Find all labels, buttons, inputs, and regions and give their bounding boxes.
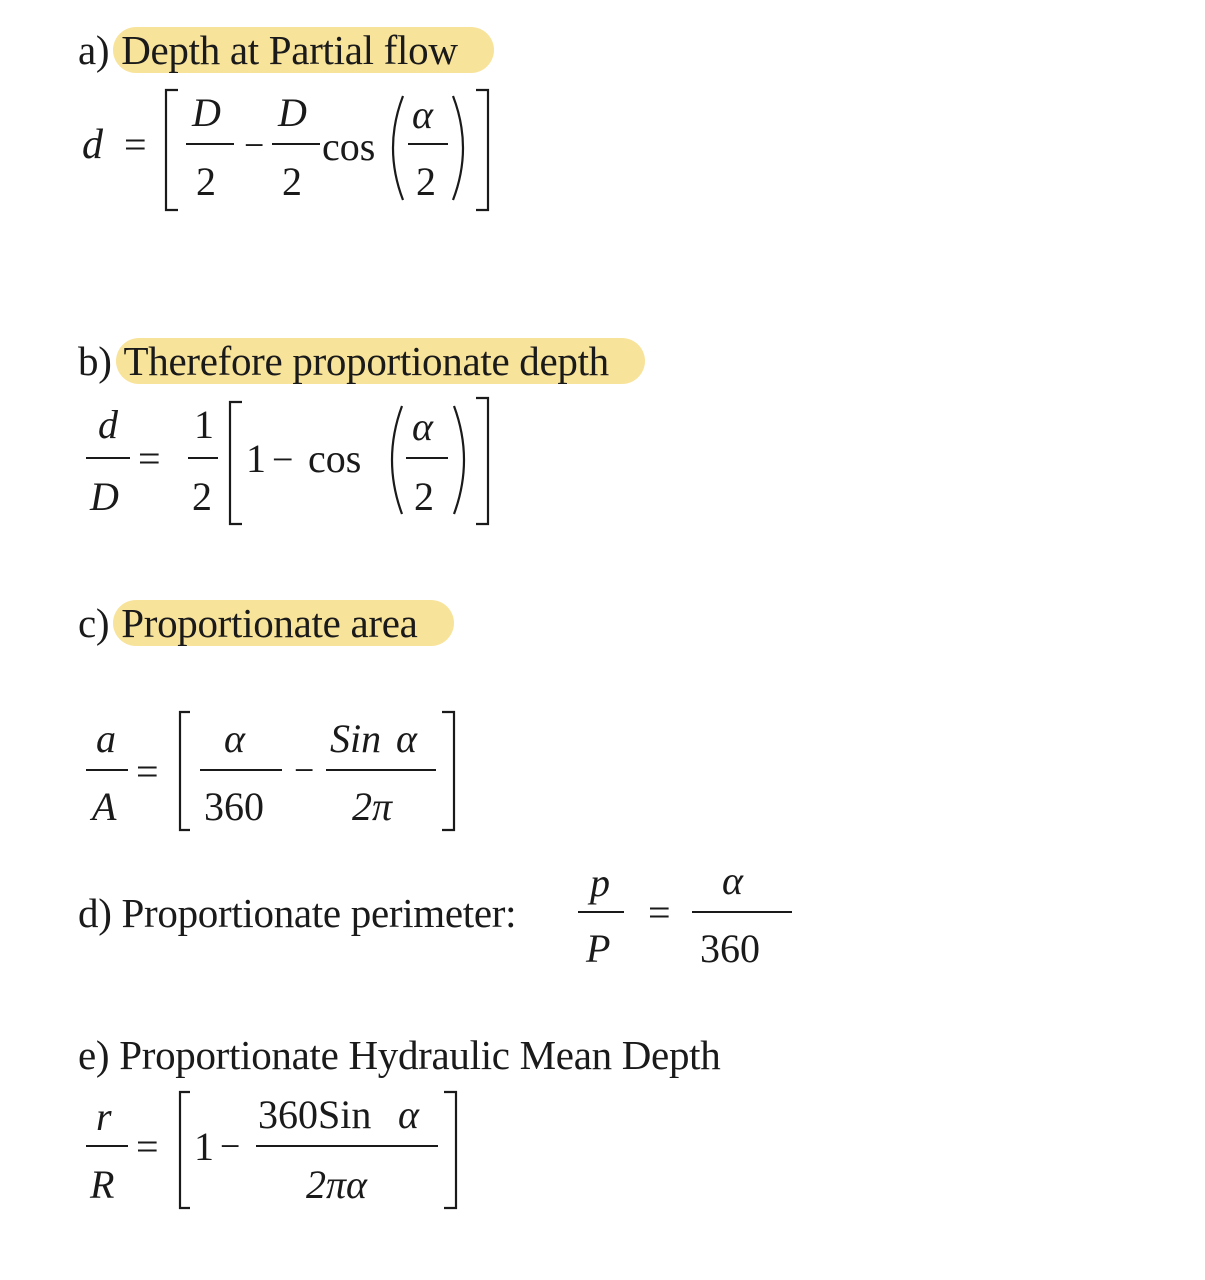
sym-eq: =: [136, 1124, 159, 1169]
sym-D: D: [192, 90, 221, 135]
bracket-open: [180, 712, 190, 830]
heading-c-label: c): [78, 600, 110, 646]
sym-minus: −: [272, 439, 294, 481]
bracket-open: [180, 1092, 190, 1208]
sym-2pi-alpha: 2πα: [306, 1162, 368, 1207]
heading-d: [78, 887, 516, 939]
heading-b: [78, 335, 645, 387]
sym-p: p: [590, 860, 610, 905]
bracket-close: [476, 90, 488, 210]
sym-eq: =: [138, 436, 161, 481]
heading-d-title: Proportionate perimeter:: [121, 890, 517, 936]
sym-alpha: α: [396, 716, 417, 761]
sym-2pi: 2π: [352, 784, 393, 829]
bracket-open: [166, 90, 178, 210]
heading-a-label: a): [78, 27, 110, 73]
bracket-open: [230, 402, 242, 524]
sym-eq: =: [124, 122, 147, 167]
sym-sin: Sin: [330, 716, 382, 761]
sym-D: D: [90, 474, 119, 519]
sym-2: 2: [414, 474, 434, 519]
heading-e-label: e): [78, 1032, 110, 1078]
sym-cos: cos: [322, 124, 376, 169]
sym-alpha: α: [224, 716, 245, 761]
paren-close: [453, 96, 463, 200]
heading-c-title: Proportionate area: [113, 600, 453, 646]
sym-A: A: [92, 784, 117, 829]
sym-2: 2: [282, 159, 302, 204]
heading-b-title: Therefore proportionate depth: [116, 338, 645, 384]
sym-d: d: [82, 122, 103, 168]
heading-a-title: Depth at Partial flow: [113, 27, 493, 73]
bracket-close: [442, 712, 454, 830]
sym-minus: −: [294, 750, 315, 790]
heading-e: [78, 1029, 720, 1081]
sym-R: R: [90, 1162, 115, 1207]
sym-r: r: [96, 1094, 112, 1139]
sym-eq: =: [648, 890, 671, 935]
sym-360sin: 360Sin: [258, 1092, 372, 1137]
sym-alpha: α: [398, 1092, 419, 1137]
heading-d-label: d): [78, 890, 112, 936]
sym-360: 360: [204, 784, 264, 829]
sym-minus: −: [244, 125, 265, 165]
sym-2: 2: [196, 159, 216, 204]
sym-minus: −: [220, 1126, 241, 1166]
sym-2: 2: [416, 159, 436, 204]
sym-a: a: [96, 716, 116, 761]
formula-e: [86, 1092, 456, 1208]
heading-c: [78, 597, 454, 649]
heading-b-label: b): [78, 338, 112, 384]
sym-1: 1: [246, 436, 266, 481]
formula-a: [82, 90, 488, 210]
sym-alpha: α: [412, 92, 433, 137]
bracket-close: [444, 1092, 456, 1208]
paren-close: [454, 406, 464, 514]
sym-cos: cos: [308, 436, 362, 481]
sym-2: 2: [192, 474, 212, 519]
formula-d: [578, 858, 792, 971]
formula-c: [86, 712, 454, 830]
sym-d: d: [98, 402, 118, 447]
sym-alpha: α: [722, 858, 743, 903]
heading-a: [78, 24, 494, 76]
sym-360: 360: [700, 926, 760, 971]
sym-eq: =: [136, 749, 159, 794]
sym-1: 1: [194, 1124, 214, 1169]
sym-1: 1: [194, 402, 214, 447]
heading-e-title: Proportionate Hydraulic Mean Depth: [119, 1032, 721, 1078]
paren-open: [393, 96, 403, 200]
paren-open: [392, 406, 402, 514]
formula-b: [86, 398, 488, 524]
sym-D: D: [278, 90, 307, 135]
sym-alpha: α: [412, 404, 433, 449]
sym-P: P: [586, 926, 611, 971]
bracket-close: [476, 398, 488, 524]
